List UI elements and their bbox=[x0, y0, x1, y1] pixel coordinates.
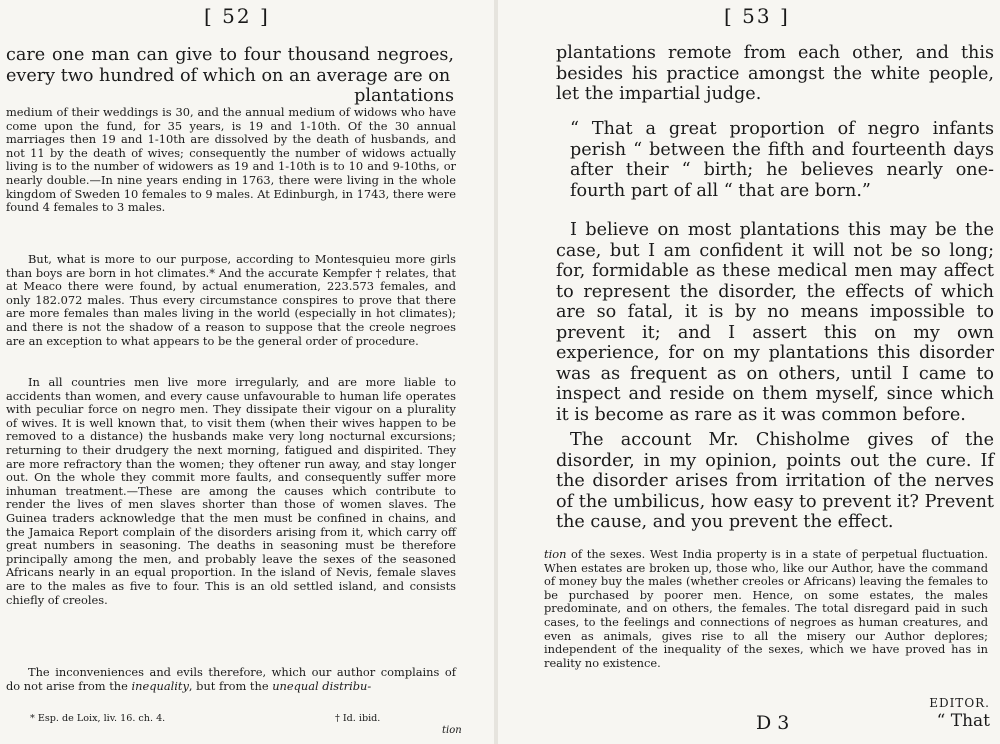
continued-text-body: care one man can give to four thousand negroes, every two hundred of which on an average are on bbox=[6, 45, 454, 86]
main-paragraph-3: The account Mr. Chisholme gives of the disorder, in my opinion, points out the cure. If the disorder arises from irritation of the nerves of the umbilicus, how easy to prevent it? Prevent the cause, and you prevent the effect. bbox=[556, 430, 994, 532]
editor-note-italic-start: tion bbox=[544, 547, 567, 561]
quotation: “ That a great proportion of negro infants perish “ between the fifth and fourteenth days after their “ birth; he believes nearly one-fourth part of all “ that are born.” bbox=[570, 119, 994, 201]
note-paragraph-1: medium of their weddings is 30, and the annual medium of widows who have come upon the fund, for 35 years, is 19 and 1-10th. Of the 30 annual marriages then 19 and 1-10th are dissolved by the death of husbands, and not 11 by the death of wives; consequently the number of widows actually living is to the number of widowers as 19 and 1-10th is to 10 and 9-10ths, or nearly double.—In nine years ending in 1763, there were living in the whole kingdom of Sweden 10 females to 9 males. At Edinburgh, in 1743, there were found 4 females to 3 males. bbox=[6, 105, 456, 215]
footnote-1: * Esp. de Loix, liv. 16. ch. 4. bbox=[30, 713, 166, 724]
signature-mark: D 3 bbox=[756, 712, 790, 734]
page-number: [ 52 ] bbox=[204, 4, 270, 28]
note-paragraph-4 bbox=[6, 666, 456, 693]
book-gutter bbox=[494, 0, 498, 744]
continued-text bbox=[6, 45, 454, 107]
editor-note bbox=[544, 548, 988, 670]
para4-italic-2: unequal distribu- bbox=[272, 678, 372, 693]
para4-italic-1: inequality bbox=[131, 678, 189, 693]
continued-text-last-line: plantations bbox=[354, 86, 454, 106]
page-number: [ 53 ] bbox=[724, 4, 790, 28]
footnote-2: † Id. ibid. bbox=[335, 713, 381, 724]
left-page bbox=[0, 0, 492, 744]
editor-signoff: EDITOR. bbox=[929, 696, 990, 710]
main-paragraph-1: plantations remote from each other, and this besides his practice amongst the white people, let the impartial judge. bbox=[556, 43, 994, 104]
editor-note-body: of the sexes. West India property is in a state of perpetual fluctuation. When estates are broken up, those who, like our Author, have the command of money buy the males (whether creoles or Africans) leaving the females to be purchased by poorer men. Hence, on some estates, the males predominate, and on others, the females. The total disregard paid in such cases, to the feelings and connections of negroes as human creatures, and even as animals, gives rise to all the misery our Author deplores; independent of the inequality of the sexes, which we have proved has in reality no existence. bbox=[544, 547, 988, 670]
main-paragraph-2: I believe on most plantations this may be the case, but I am confident it will not be so long; for, formidable as these medical men may affect to represent the disorder, the effects of which are so fatal, it is by no means impossible to prevent it; and I assert this on my own experience, for on my plantations this disorder was as frequent as on others, until I came to inspect and reside on them myself, since which it is become as rare as it was common before. bbox=[556, 220, 994, 425]
right-page bbox=[500, 0, 1000, 744]
note-paragraph-2: But, what is more to our purpose, according to Montesquieu more girls than boys are born in hot climates.* And the accurate Kempfer † relates, that at Meaco there were found, by actual enumeration, 223.573 females, and only 182.072 males. Thus every circumstance conspires to prove that there are more females than males living in the world (especially in hot climates); and there is not the shadow of a reason to suppose that the creole negroes are an exception to what appears to be the general order of procedure. bbox=[6, 252, 456, 348]
para4-mid: , but from the bbox=[188, 678, 273, 693]
catchword: tion bbox=[442, 725, 462, 736]
catchword: “ That bbox=[936, 711, 990, 731]
para4-start: The inconveniences and evils therefore, which our author complains of do not arise from the bbox=[6, 665, 456, 693]
note-paragraph-3: In all countries men live more irregularly, and are more liable to accidents than women, and every cause unfavourable to human life operates with peculiar force on negro men. They dissipate their vigour on a plurality of wives. It is well known that, to visit them (when their wives happen to be removed to a distance) the husbands make very long nocturnal excursions; returning to their drudgery the next morning, fatigued and dispirited. They are more refractory than the women; they oftener run away, and stay longer out. On the whole they commit more faults, and consequently suffer more inhuman treatment.—These are among the causes which contribute to render the lives of men slaves shorter than those of women slaves. The Guinea traders acknowledge that the men must be confined in chains, and the Jamaica Report complain of the disorders arising from it, which carry off great numbers in seasoning. The deaths in seasoning must be therefore principally among the men, and probably leave the sexes of the seasoned Africans nearly in an equal proportion. In the island of Nevis, female slaves are to the males as five to four. This is an old settled island, and consists chiefly of creoles. bbox=[6, 375, 456, 607]
